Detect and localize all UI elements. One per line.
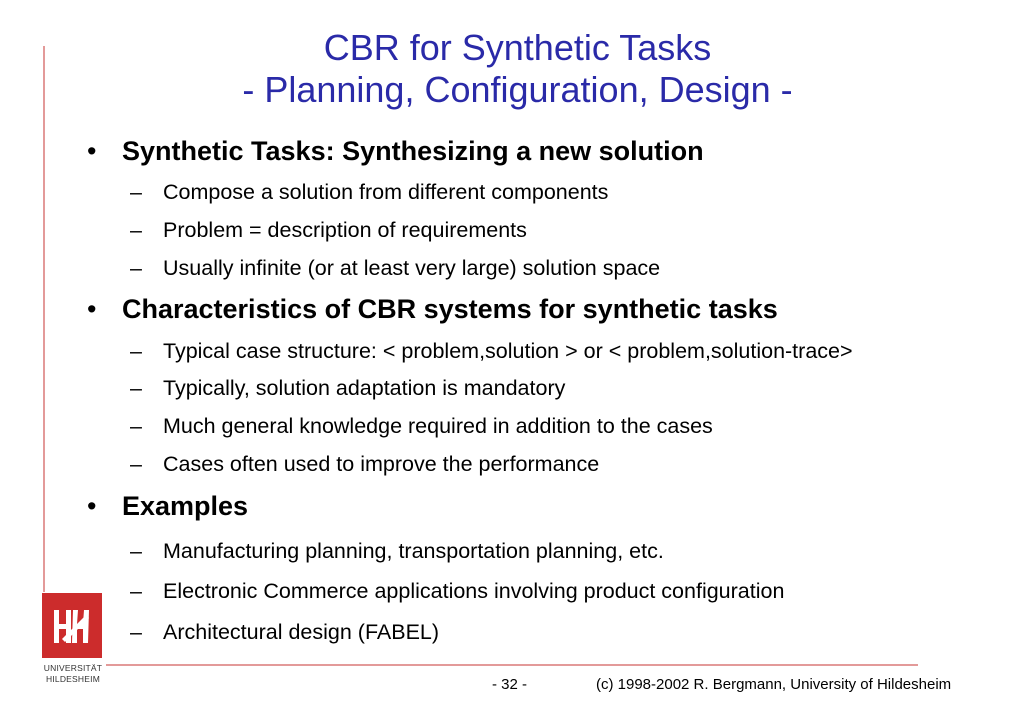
sub-bullet-text: Architectural design (FABEL) xyxy=(163,620,440,644)
bullet-glyph: • xyxy=(87,294,97,324)
dash-glyph: – xyxy=(130,218,142,242)
dash-glyph: – xyxy=(130,339,142,363)
sub-bullet-text: Problem = description of requirements xyxy=(163,218,527,242)
sub-bullet xyxy=(130,339,853,364)
sub-bullet xyxy=(130,539,664,564)
bullet-glyph: • xyxy=(87,491,97,521)
title-line-2: - Planning, Configuration, Design - xyxy=(242,69,793,110)
dash-glyph: – xyxy=(130,376,142,400)
dash-glyph: – xyxy=(130,414,142,438)
logo-line-1: UNIVERSITÄT xyxy=(43,663,103,673)
university-wordmark xyxy=(42,664,104,684)
bullet-heading: Examples xyxy=(122,491,249,521)
bullet-characteristics xyxy=(87,294,778,325)
left-accent-line xyxy=(43,46,45,592)
dash-glyph: – xyxy=(130,620,142,644)
bullet-examples xyxy=(87,491,249,522)
bullet-glyph: • xyxy=(87,136,97,166)
page-number: - 32 - xyxy=(492,676,528,693)
logo-line-2: HILDESHEIM xyxy=(46,673,100,684)
bullet-heading: Synthetic Tasks: Synthesizing a new solution xyxy=(122,136,704,166)
dash-glyph: – xyxy=(130,452,142,476)
slide-title xyxy=(150,27,885,111)
university-logo xyxy=(42,593,102,658)
footer-accent-line xyxy=(106,664,918,666)
sub-bullet-text: Electronic Commerce applications involving product configuration xyxy=(163,579,785,603)
sub-bullet-text: Compose a solution from different components xyxy=(163,180,609,204)
sub-bullet-text: Typical case structure: < problem,solution > or < problem,solution-trace> xyxy=(163,339,853,363)
sub-bullet xyxy=(130,180,609,205)
sub-bullet xyxy=(130,620,440,645)
sub-bullet xyxy=(130,256,661,281)
university-logo-icon xyxy=(42,593,102,658)
sub-bullet-text: Manufacturing planning, transportation planning, etc. xyxy=(163,539,664,563)
sub-bullet xyxy=(130,376,566,401)
dash-glyph: – xyxy=(130,579,142,603)
sub-bullet xyxy=(130,579,785,604)
sub-bullet-text: Much general knowledge required in addition to the cases xyxy=(163,414,713,438)
sub-bullet-text: Typically, solution adaptation is mandatory xyxy=(163,376,566,400)
dash-glyph: – xyxy=(130,256,142,280)
bullet-heading: Characteristics of CBR systems for synthetic tasks xyxy=(122,294,778,324)
dash-glyph: – xyxy=(130,180,142,204)
sub-bullet-text: Cases often used to improve the performance xyxy=(163,452,600,476)
sub-bullet xyxy=(130,218,527,243)
title-line-1: CBR for Synthetic Tasks xyxy=(323,27,712,68)
sub-bullet xyxy=(130,452,600,477)
dash-glyph: – xyxy=(130,539,142,563)
bullet-synthetic-tasks xyxy=(87,136,704,167)
sub-bullet-text: Usually infinite (or at least very large) solution space xyxy=(163,256,661,280)
copyright-notice: (c) 1998-2002 R. Bergmann, University of Hildesheim xyxy=(596,676,952,693)
sub-bullet xyxy=(130,414,713,439)
